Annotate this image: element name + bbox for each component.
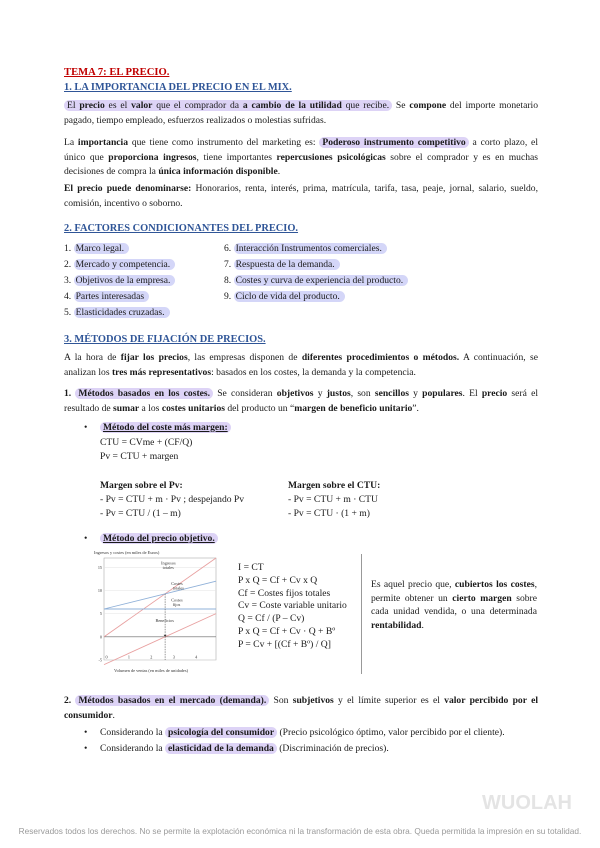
list-item: 4. Partes interesadas	[64, 290, 149, 305]
paragraph-methods-intro: A la hora de fijar los precios, las empresas disponen de diferentes procedimientos o métodos. A continuación, se analizan los tres más representativos: basados en los costes, la demanda y la competencia.	[64, 352, 538, 378]
section-3-heading: 3. MÉTODOS DE FIJACIÓN DE PRECIOS.	[64, 334, 266, 345]
column-divider	[361, 554, 362, 674]
break-even-chart	[94, 548, 226, 674]
formula-pv: Pv = CTU + margen	[100, 451, 179, 462]
document-title: TEMA 7: EL PRECIO.	[64, 67, 170, 78]
equation-line: P x Q = Cf + Cv · Q + Bº	[238, 625, 336, 637]
paragraph-price-definition: El precio es el valor que el comprador da a cambio de la utilidad que recibe. Se compone del importe monetario pagado, tiempo empleado, esfuerzos realizados o molestias sufridas.	[64, 100, 538, 126]
formula-ctu: CTU = CVme + (CF/Q)	[100, 437, 193, 448]
equation-line: I = CT	[238, 562, 264, 573]
series-line-costes-totales	[104, 581, 216, 609]
market-methods-list	[64, 726, 538, 760]
list-item: 1. Marco legal.	[64, 242, 129, 257]
series-label: Ingresos totales	[161, 560, 176, 571]
list-item: Considerando la elasticidad de la demanda (Discriminación de precios).	[100, 743, 389, 754]
list-item: 9. Ciclo de vida del producto.	[224, 290, 345, 305]
series-label: Costes fijos	[171, 597, 183, 608]
section-1-heading: 1. LA IMPORTANCIA DEL PRECIO EN EL MIX.	[64, 82, 292, 93]
list-item: 8. Costes y curva de experiencia del producto.	[224, 274, 408, 289]
equation-line: P x Q = Cf + Cv x Q	[238, 574, 318, 586]
paragraph-price-importance: La importancia que tiene como instrumento del marketing es: Poderoso instrumento competitivo a corto plazo, el único que proporciona ingresos, tiene importantes repercusiones psicológicas sobre el comprador y es en muchas decisiones de compra la única información disponible.	[64, 137, 539, 178]
paragraph-market-methods: 2. Métodos basados en el mercado (demanda). Son subjetivos y el límite superior es el valor percibido por el consumidor.	[64, 695, 539, 721]
chart-title: Ingresos y costes (en miles de Euros)	[94, 550, 160, 555]
list-item: 6. Interacción Instrumentos comerciales.	[224, 242, 387, 257]
paragraph-cost-methods: 1. Métodos basados en los costes. Se consideran objetivos y justos, son sencillos y populares. El precio será el resultado de sumar a los costes unitarios del producto un “margen de beneficio unitario”.	[64, 388, 538, 414]
y-tick-label: -5	[98, 657, 102, 663]
equation-line: Cv = Coste variable unitario	[238, 600, 347, 612]
chart-xlabel: Volumen de ventas (en miles de unidades)	[114, 668, 189, 673]
equation-line: Q = Cf / (P – Cv)	[238, 613, 305, 625]
y-tick-label: 5	[99, 611, 102, 617]
series-line-ingresos-totales	[104, 558, 216, 637]
list-item: 7. Respuesta de la demanda.	[224, 258, 340, 273]
factors-list	[64, 242, 538, 324]
bullet-icon: •	[84, 743, 88, 754]
wuolah-logo: WUOLAH	[482, 792, 572, 814]
margin-ctu-line: - Pv = CTU · (1 + m)	[288, 508, 370, 519]
y-tick-label: 15	[97, 564, 102, 570]
chart-lines	[104, 558, 216, 665]
bullet-icon: •	[84, 727, 88, 738]
x-tick-label: 2	[150, 654, 153, 660]
bullet-icon: •	[84, 422, 88, 433]
x-tick-label: 1	[127, 654, 130, 660]
margin-ctu-heading: Margen sobre el CTU:	[288, 480, 381, 491]
list-item: 5. Elasticidades cruzadas.	[64, 306, 170, 321]
y-tick-label: 10	[97, 587, 102, 593]
paragraph-price-names: El precio puede denominarse: Honorarios, renta, interés, prima, matrícula, tarifa, tasa, peaje, jornal, salario, sueldo, comisión, incentivo o soborno.	[64, 183, 538, 209]
x-tick-label: 4	[195, 654, 198, 660]
list-item: Considerando la psicología del consumidor (Precio psicológico óptimo, valor percibido por el cliente).	[100, 727, 505, 738]
margin-ctu-line: - Pv = CTU + m · CTU	[288, 494, 378, 505]
equation-line: P = Cv + [(Cf + Bº) / Q]	[238, 638, 331, 650]
y-tick-label: 0	[99, 634, 102, 640]
x-tick-label: 0	[105, 654, 108, 660]
target-price-description: Es aquel precio que, cubiertos los costes, permite obtener un cierto margen sobre cada unidad vendida, o una determinada rentabilidad.	[371, 579, 537, 631]
margin-pv-line: - Pv = CTU / (1 – m)	[100, 508, 181, 519]
bullet-icon: •	[84, 533, 88, 544]
series-label: Costes totales	[171, 580, 184, 591]
list-item: 2. Mercado y competencia.	[64, 258, 175, 273]
method-label: Método del coste más margen:	[100, 421, 231, 436]
footer-notice: Reservados todos los derechos. No se permite la explotación económica ni la transformación de esta obra. Queda permitida la impresión en su totalidad.	[18, 826, 582, 836]
margin-pv-heading: Margen sobre el Pv:	[100, 480, 183, 491]
x-tick-label: 3	[172, 654, 175, 660]
section-2-heading: 2. FACTORES CONDICIONANTES DEL PRECIO.	[64, 223, 299, 234]
equations-block	[238, 562, 358, 652]
method-label: Método del precio objetivo.	[100, 532, 218, 547]
list-item: 3. Objetivos de la empresa.	[64, 274, 175, 289]
series-label: Beneficios	[155, 617, 174, 623]
margin-pv-line: - Pv = CTU + m · Pv ; despejando Pv	[100, 494, 245, 505]
equation-line: Cf = Costes fijos totales	[238, 587, 331, 599]
